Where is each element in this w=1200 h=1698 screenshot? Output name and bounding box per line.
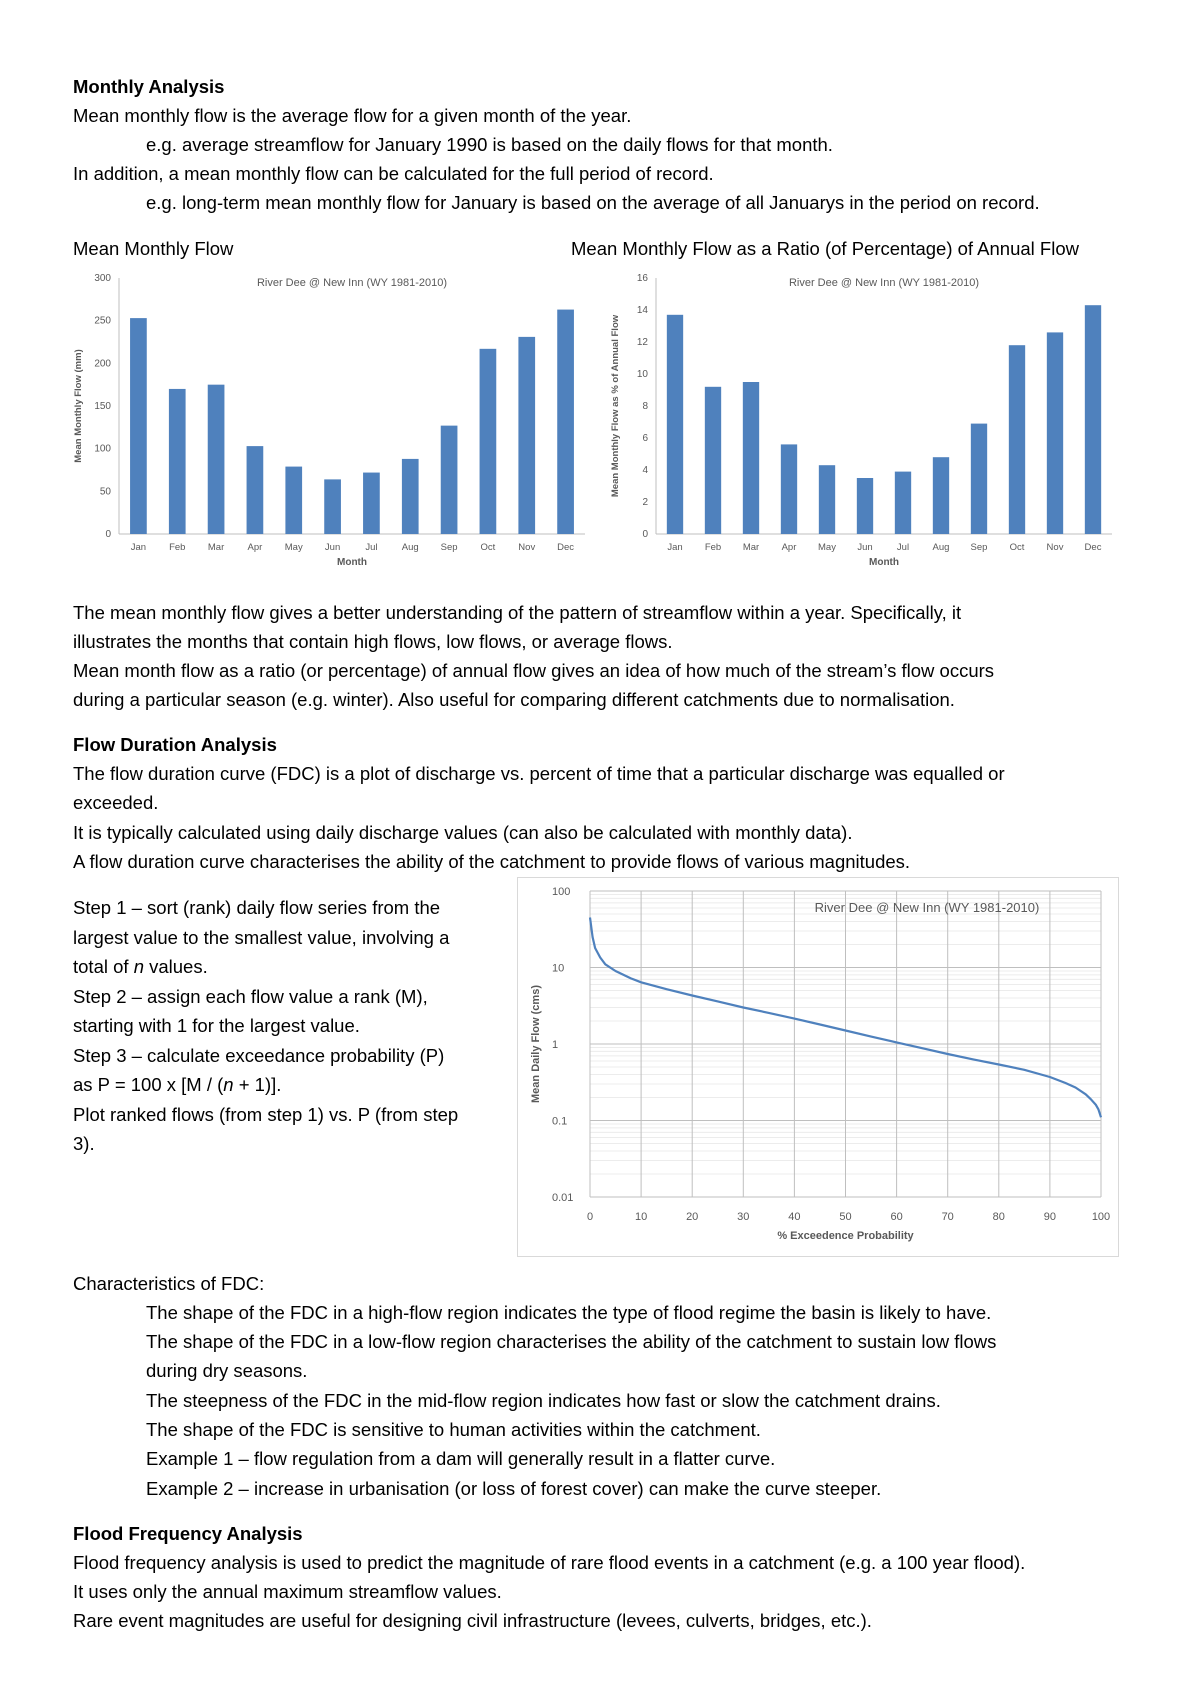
paragraph: It uses only the annual maximum streamflow values. xyxy=(73,1581,502,1602)
bar-mar xyxy=(743,382,759,534)
x-tick-label: Oct xyxy=(480,542,496,553)
chart-title: River Dee @ New Inn (WY 1981-2010) xyxy=(788,277,980,289)
x-tick-label: 50 xyxy=(839,1211,852,1223)
step-text: values. xyxy=(143,956,208,977)
y-tick-label: 100 xyxy=(552,886,571,898)
step-text: total of xyxy=(73,956,134,977)
x-tick-label: Sep xyxy=(970,542,988,553)
step-text: as P = 100 x [M / ( xyxy=(73,1074,224,1095)
x-tick-label: Oct xyxy=(1009,542,1025,553)
step-line: Plot ranked flows (from step 1) vs. P (from step xyxy=(73,1103,459,1125)
flow-duration-heading: Flow Duration Analysis xyxy=(73,734,277,755)
x-tick-label: 30 xyxy=(737,1211,750,1223)
characteristic-item: The shape of the FDC is sensitive to human activities within the catchment. xyxy=(146,1419,761,1440)
y-axis-label: Mean Daily Flow (cms) xyxy=(530,985,542,1103)
y-tick-label: 8 xyxy=(642,401,648,412)
x-tick-label: Jan xyxy=(667,542,683,553)
fdc-steps xyxy=(73,893,513,1159)
variable-n: n xyxy=(133,956,144,977)
x-tick-label: Jan xyxy=(130,542,147,553)
x-tick-label: Dec xyxy=(557,542,575,553)
y-tick-label: 12 xyxy=(636,337,648,348)
step-line: starting with 1 for the largest value. xyxy=(73,1015,360,1036)
x-tick-label: 70 xyxy=(941,1211,954,1223)
flood-frequency-heading: Flood Frequency Analysis xyxy=(73,1523,303,1544)
bar-jan xyxy=(130,318,147,534)
step-line: largest value to the smallest value, involving a xyxy=(73,926,450,948)
chart-title: River Dee @ New Inn (WY 1981-2010) xyxy=(256,277,448,289)
paragraph: Rare event magnitudes are useful for designing civil infrastructure (levees, culverts, bridges, etc.). xyxy=(73,1610,872,1631)
chart1-caption: Mean Monthly Flow xyxy=(73,238,234,259)
paragraph: illustrates the months that contain high flows, low flows, or average flows. xyxy=(73,631,673,652)
x-axis-label: Month xyxy=(869,557,899,568)
bar-apr xyxy=(781,444,797,534)
x-tick-label: May xyxy=(818,542,836,553)
bar-feb xyxy=(705,387,721,534)
y-tick-label: 250 xyxy=(94,315,111,327)
paragraph: exceeded. xyxy=(73,792,159,813)
bar-aug xyxy=(402,459,419,534)
characteristics-heading: Characteristics of FDC: xyxy=(73,1273,265,1294)
bar-feb xyxy=(169,389,186,534)
y-axis-label: Mean Monthly Flow (mm) xyxy=(73,349,84,463)
step-line: Step 3 – calculate exceedance probability (P) xyxy=(73,1044,445,1066)
x-tick-label: 90 xyxy=(1043,1211,1057,1223)
bar-apr xyxy=(247,446,264,534)
x-tick-label: Jul xyxy=(896,542,910,553)
step-line xyxy=(73,1070,513,1100)
paragraph: It is typically calculated using daily discharge values (can also be calculated with monthly data). xyxy=(73,822,853,843)
step-line xyxy=(73,952,513,982)
bar-may xyxy=(819,465,835,534)
x-tick-label: Jun xyxy=(857,542,873,553)
paragraph: In addition, a mean monthly flow can be calculated for the full period of record. xyxy=(73,163,714,184)
y-tick-label: 14 xyxy=(636,305,648,316)
bar-oct xyxy=(1009,345,1025,534)
characteristic-item: during dry seasons. xyxy=(146,1360,308,1381)
paragraph: The flow duration curve (FDC) is a plot of discharge vs. percent of time that a particular discharge was equalled or xyxy=(73,763,1005,784)
y-tick-label: 0.1 xyxy=(552,1115,568,1128)
x-tick-label: Aug xyxy=(401,542,419,553)
x-tick-label: Feb xyxy=(169,542,186,553)
x-tick-label: Apr xyxy=(781,542,797,553)
x-tick-label: 10 xyxy=(634,1211,648,1223)
monthly-analysis-heading: Monthly Analysis xyxy=(73,76,225,97)
y-tick-label: 2 xyxy=(642,497,648,508)
step-text: + 1)]. xyxy=(233,1074,282,1095)
y-tick-label: 150 xyxy=(94,401,111,412)
bar-jul xyxy=(363,473,380,534)
bar-nov xyxy=(518,337,535,534)
x-tick-label: 20 xyxy=(686,1211,699,1223)
mean-monthly-flow-chart xyxy=(73,266,593,576)
x-axis-label: % Exceedence Probability xyxy=(777,1230,914,1242)
y-tick-label: 200 xyxy=(94,358,111,370)
bar-mar xyxy=(208,385,225,534)
bar-may xyxy=(285,467,302,534)
y-tick-label: 100 xyxy=(94,443,111,455)
bar-jul xyxy=(895,472,911,534)
bar-sep xyxy=(971,424,987,534)
x-tick-label: Jul xyxy=(365,542,378,553)
x-tick-label: Jun xyxy=(324,542,341,553)
x-tick-label: 40 xyxy=(788,1211,801,1223)
characteristic-item: Example 1 – flow regulation from a dam will generally result in a flatter curve. xyxy=(146,1448,776,1469)
x-tick-label: 100 xyxy=(1091,1211,1111,1223)
x-tick-label: Mar xyxy=(207,542,225,553)
characteristic-item: The steepness of the FDC in the mid-flow region indicates how fast or slow the catchment drains. xyxy=(146,1390,941,1411)
characteristic-item: Example 2 – increase in urbanisation (or loss of forest cover) can make the curve steeper. xyxy=(146,1478,882,1499)
paragraph: during a particular season (e.g. winter). Also useful for comparing different catchments due to normalisation. xyxy=(73,689,955,710)
variable-n: n xyxy=(223,1074,234,1095)
y-tick-label: 0 xyxy=(105,529,111,540)
bar-jun xyxy=(857,478,873,534)
y-tick-label: 16 xyxy=(636,273,648,284)
bar-sep xyxy=(441,426,458,534)
step-line: Step 1 – sort (rank) daily flow series from the xyxy=(73,897,441,918)
characteristic-item: The shape of the FDC in a low-flow region characterises the ability of the catchment to sustain low flows xyxy=(146,1331,997,1352)
chart-title: River Dee @ New Inn (WY 1981-2010) xyxy=(814,900,1040,915)
chart2-caption: Mean Monthly Flow as a Ratio (of Percentage) of Annual Flow xyxy=(571,238,1079,259)
y-tick-label: 0.01 xyxy=(552,1192,574,1204)
x-tick-label: Nov xyxy=(518,542,536,553)
bar-dec xyxy=(557,310,574,534)
bar-oct xyxy=(480,349,497,534)
x-tick-label: Mar xyxy=(742,542,760,553)
bar-dec xyxy=(1085,305,1101,534)
paragraph: Mean month flow as a ratio (or percentage) of annual flow gives an idea of how much of the stream’s flow occurs xyxy=(73,660,995,681)
x-tick-label: 60 xyxy=(890,1211,903,1223)
y-tick-label: 6 xyxy=(642,433,648,444)
x-tick-label: Nov xyxy=(1046,542,1064,553)
y-tick-label: 300 xyxy=(94,273,111,284)
paragraph: A flow duration curve characterises the ability of the catchment to provide flows of various magnitudes. xyxy=(73,851,911,872)
y-tick-label: 1 xyxy=(552,1039,559,1051)
bar-jun xyxy=(324,479,341,534)
y-tick-label: 50 xyxy=(99,486,111,498)
x-tick-label: Dec xyxy=(1084,542,1102,553)
y-tick-label: 10 xyxy=(552,962,565,975)
paragraph: The mean monthly flow gives a better understanding of the pattern of streamflow within a year. Specifically, it xyxy=(73,602,962,623)
y-tick-label: 0 xyxy=(642,529,648,540)
x-tick-label: 0 xyxy=(586,1211,594,1223)
x-tick-label: May xyxy=(284,542,303,553)
paragraph: Mean monthly flow is the average flow for a given month of the year. xyxy=(73,105,632,126)
step-line: Step 2 – assign each flow value a rank (M), xyxy=(73,985,428,1007)
paragraph: e.g. average streamflow for January 1990 is based on the daily flows for that month. xyxy=(146,134,833,155)
y-tick-label: 4 xyxy=(642,465,648,476)
x-tick-label: Sep xyxy=(440,542,458,553)
x-tick-label: Apr xyxy=(247,542,263,553)
bar-jan xyxy=(667,315,683,534)
paragraph: e.g. long-term mean monthly flow for January is based on the average of all Januarys in the period on record. xyxy=(146,192,1040,213)
monthly-flow-ratio-chart xyxy=(610,266,1120,576)
x-tick-label: 80 xyxy=(992,1211,1005,1223)
y-axis-label: Mean Monthly Flow as % of Annual Flow xyxy=(610,314,621,498)
y-tick-label: 10 xyxy=(636,369,648,380)
x-axis-label: Month xyxy=(337,557,367,568)
bar-nov xyxy=(1047,332,1063,534)
paragraph: Flood frequency analysis is used to predict the magnitude of rare flood events in a catchment (e.g. a 100 year flood). xyxy=(73,1552,1026,1573)
x-tick-label: Aug xyxy=(932,542,950,553)
step-line: 3). xyxy=(73,1133,95,1154)
characteristic-item: The shape of the FDC in a high-flow region indicates the type of flood regime the basin is likely to have. xyxy=(146,1302,992,1323)
flow-duration-curve-chart xyxy=(517,877,1119,1257)
bar-aug xyxy=(933,457,949,534)
x-tick-label: Feb xyxy=(704,542,722,553)
